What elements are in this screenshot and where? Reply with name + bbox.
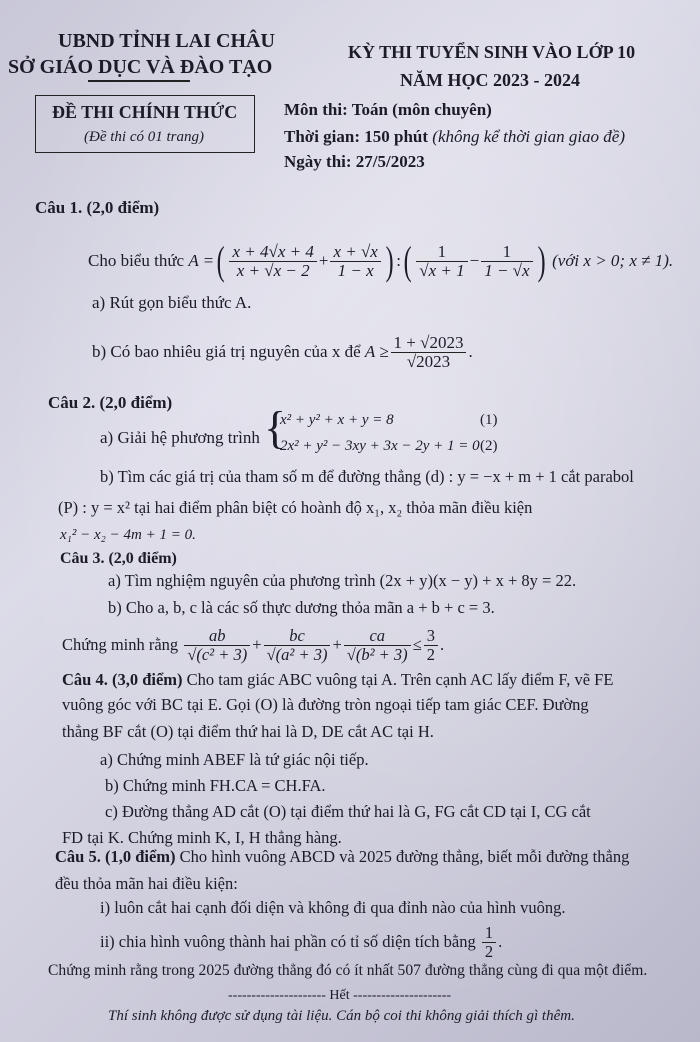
q1-b-num: 1 + √2023 <box>391 334 467 353</box>
q1-paren-open: ( <box>216 238 225 283</box>
q1-b-den: √2023 <box>406 351 451 371</box>
q2-eq2-no: (2) <box>480 438 498 454</box>
q1-frac4-num: 1 <box>481 243 532 262</box>
q2-eq1: x² + y² + x + y = 8 <box>280 412 394 428</box>
q1-frac3-den: √x + 1 <box>419 260 465 280</box>
q4-line1-text: Cho tam giác ABC vuông tại A. Trên cạnh AC lấy điểm F, vẽ FE <box>182 670 614 689</box>
q5-ii-text: ii) chia hình vuông thành hai phần có tỉ số diện tích bằng <box>100 932 476 951</box>
q2-system-brace: { <box>264 402 287 453</box>
official-exam-title: ĐỀ THI CHÍNH THỨC <box>52 102 238 122</box>
q3-term3-den: √(b² + 3) <box>346 644 408 664</box>
q5-ii-end: . <box>498 932 503 951</box>
q3-term3-num: ca <box>344 627 411 646</box>
q1-b-lhs: A ≥ <box>364 342 389 361</box>
q4-part-b: b) Chứng minh FH.CA = CH.FA. <box>105 776 326 795</box>
q2-part-b-line2: (P) : y = x² tại hai điểm phân biệt có hoành độ x₁, x₂ thỏa mãn điều kiện <box>58 498 533 517</box>
q3-term1 <box>184 627 250 664</box>
q1-frac2 <box>330 243 380 280</box>
q5-prove: Chứng minh rằng trong 2025 đường thẳng đó có ít nhất 507 đường thẳng cùng đi qua một điểm. <box>48 962 648 979</box>
q4-line1 <box>62 670 613 690</box>
q1-title: Câu 1. (2,0 điểm) <box>35 198 160 217</box>
q3-term2 <box>264 627 331 664</box>
q4-line2: vuông góc với BC tại E. Gọi (O) là đường tròn ngoại tiếp tam giác CEF. Đường <box>62 695 589 714</box>
q1-frac2-num: x + √x <box>330 243 380 262</box>
footer-note: Thí sinh không được sử dụng tài liệu. Cán bộ coi thi không giải thích gì thêm. <box>108 1008 575 1024</box>
q1-expression <box>88 236 673 286</box>
q3-term3 <box>344 627 411 664</box>
q1-intro: Cho biểu thức <box>88 251 185 270</box>
q4-line3: thẳng BF cắt (O) tại điểm thứ hai là D, DE cắt AC tại H. <box>62 722 434 741</box>
q3-part-a: a) Tìm nghiệm nguyên của phương trình (2x + y)(x − y) + x + 8y = 22. <box>108 571 577 590</box>
q5-line2: đều thỏa mãn hai điều kiện: <box>55 874 238 893</box>
q3-inequality: Chứng minh rằng $\frac{ab}{\text{√(c² + 3)}}$ + $\frac{bc}{\text{√(a² + 3)}}$ + $\frac{ca}{\text{√(b² + 3)}}$ ≤ $\frac{3}{2}$ . <box>62 625 445 664</box>
q3-term2-num: bc <box>264 627 331 646</box>
q1-paren2-open: ( <box>403 238 412 283</box>
q3-rhs <box>424 627 438 664</box>
q5-condition-ii <box>100 922 502 962</box>
q1-colon: : <box>396 251 401 270</box>
q3-term2-den: √(a² + 3) <box>266 644 328 664</box>
q2-eq2: 2x² + y² − 3xy + 3x − 2y + 1 = 0 <box>280 438 480 454</box>
q3-term1-den: √(c² + 3) <box>187 644 248 664</box>
q5-line1 <box>55 847 629 867</box>
time-line <box>284 127 625 147</box>
q3-rhs-num: 3 <box>424 627 438 646</box>
q4-part-c-line1: c) Đường thẳng AD cắt (O) tại điểm thứ hai là G, FG cắt CD tại I, CG cắt <box>105 802 591 821</box>
q1-lhs: A = <box>188 251 215 270</box>
q1-frac1-den: x + √x − 2 <box>236 260 310 280</box>
q3-le: ≤ <box>412 635 422 654</box>
q1-minus: − <box>469 251 480 270</box>
q2-part-a: a) Giải hệ phương trình <box>100 428 260 447</box>
q1-frac2-den: 1 − x <box>337 260 374 280</box>
page-count-note: (Đề thi có 01 trang) <box>84 129 204 145</box>
header-exam-title: KỲ THI TUYỂN SINH VÀO LỚP 10 <box>348 42 636 62</box>
q2-part-b-line1: b) Tìm các giá trị của tham số m để đường thẳng (d) : y = −x + m + 1 cắt parabol <box>100 467 634 486</box>
time-note: (không kể thời gian giao đề) <box>432 127 626 146</box>
q5-ii-frac <box>482 924 496 961</box>
q5-line1-text: Cho hình vuông ABCD và 2025 đường thẳng, biết mỗi đường thẳng <box>175 847 630 866</box>
q4-part-a: a) Chứng minh ABEF là tứ giác nội tiếp. <box>100 750 369 769</box>
q1-frac1 <box>229 243 316 280</box>
official-exam-box <box>35 95 255 153</box>
time-label: Thời gian: 150 phút <box>284 127 433 146</box>
q4-part-c-line2: FD tại K. Chứng minh K, I, H thẳng hàng. <box>62 828 342 847</box>
q2-part-b-line3: x₁² − x₂ − 4m + 1 = 0. <box>60 527 196 543</box>
q3-prove-text: Chứng minh rằng <box>62 635 179 654</box>
q5-title: Câu 5. (1,0 điểm) <box>55 847 176 866</box>
q1-b-frac <box>391 334 467 371</box>
q1-frac4 <box>481 243 532 280</box>
exam-date: Ngày thi: 27/5/2023 <box>284 152 425 171</box>
q1-b-end: . <box>468 342 473 361</box>
q1-part-b <box>92 330 473 374</box>
q5-ii-den: 2 <box>484 941 494 961</box>
q1-frac4-den: 1 − √x <box>484 260 530 280</box>
header-school-year: NĂM HỌC 2023 - 2024 <box>400 70 580 90</box>
q2-title: Câu 2. (2,0 điểm) <box>48 393 173 412</box>
q5-condition-i: i) luôn cắt hai cạnh đối diện và không đi qua đỉnh nào của hình vuông. <box>100 898 566 917</box>
header-underline-left <box>88 80 190 82</box>
q3-part-b: b) Cho a, b, c là các số thực dương thỏa mãn a + b + c = 3. <box>108 598 495 617</box>
q1-frac1-num: x + 4√x + 4 <box>229 243 316 262</box>
end-marker: --------------------- Hết --------------------- <box>228 988 452 1003</box>
header-province: UBND TỈNH LAI CHÂU <box>58 30 275 52</box>
q5-ii-num: 1 <box>482 924 496 943</box>
q3-title: Câu 3. (2,0 điểm) <box>60 550 177 567</box>
q2-eq1-no: (1) <box>480 412 498 428</box>
subject-line: Môn thi: Toán (môn chuyên) <box>284 100 492 119</box>
header-department: SỞ GIÁO DỤC VÀ ĐÀO TẠO <box>8 56 273 78</box>
q1-b-text: b) Có bao nhiêu giá trị nguyên của x để <box>92 342 361 361</box>
q1-paren-close: ) <box>385 238 394 283</box>
q3-end: . <box>439 635 445 654</box>
q4-title: Câu 4. (3,0 điểm) <box>62 670 183 689</box>
q1-paren2-close: ) <box>537 238 546 283</box>
q1-frac3-num: 1 <box>416 243 467 262</box>
q3-rhs-den: 2 <box>426 644 435 664</box>
q1-frac3 <box>416 243 467 280</box>
q3-term1-num: ab <box>184 627 250 646</box>
q1-part-a: a) Rút gọn biểu thức A. <box>92 293 252 312</box>
q1-condition: (với x > 0; x ≠ 1). <box>552 251 674 270</box>
q1-plus: + <box>318 251 329 270</box>
